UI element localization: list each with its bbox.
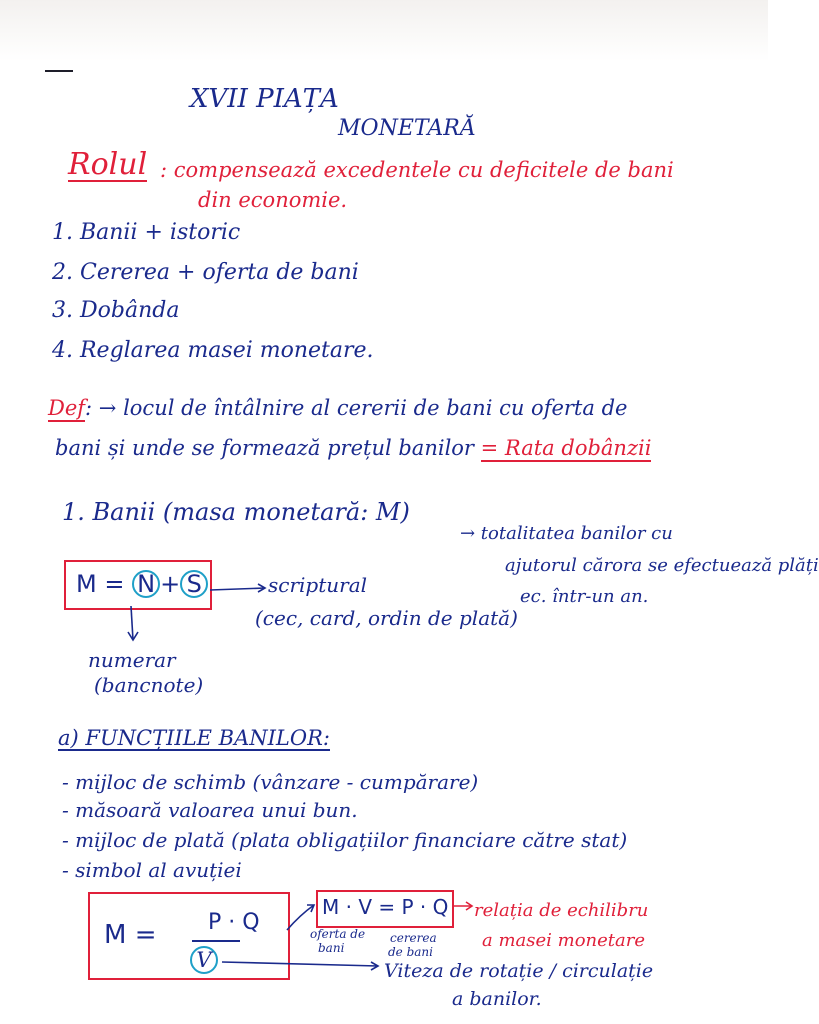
function-item: - mijloc de plată (plata obligațiilor financiare către stat) xyxy=(62,828,628,852)
rol-label: Rolul xyxy=(68,147,148,182)
chapter-title: XVII PIAȚA xyxy=(190,84,339,114)
margin-mark xyxy=(45,70,73,72)
totalitate-line1: → totalitatea banilor cu xyxy=(460,523,673,544)
definition-line1 xyxy=(48,398,627,419)
scriptural-examples: (cec, card, ordin de plată) xyxy=(255,606,518,630)
totalitate-line3: ec. într-un an. xyxy=(520,586,649,607)
function-item: - măsoară valoarea unui bun. xyxy=(62,798,358,822)
cererea-label: cererea xyxy=(390,931,437,945)
formula-plus: + xyxy=(160,570,181,598)
list-item: 2. Cererea + oferta de bani xyxy=(52,260,359,285)
list-item: 1. Banii + istoric xyxy=(52,220,241,245)
definition-line2 xyxy=(55,438,651,459)
velocity-formula-numerator: P · Q xyxy=(208,910,260,935)
numerar-label: numerar xyxy=(88,648,176,672)
section2-heading: a) FUNCȚIILE BANILOR: xyxy=(58,726,330,750)
definition-text-line2: bani și unde se formează prețul banilor xyxy=(55,436,474,460)
velocity-symbol: V xyxy=(190,946,218,974)
arrow-line xyxy=(131,606,133,640)
list-item: 4. Reglarea masei monetare. xyxy=(52,338,374,363)
totalitate-line2: ajutorul cărora se efectuează plăți xyxy=(505,555,819,576)
definition-label: Def xyxy=(48,396,86,420)
numerar-symbol: N xyxy=(132,570,160,598)
oferta-label-2: bani xyxy=(318,941,345,955)
section1-heading: 1. Banii (masa monetară: M) xyxy=(62,498,410,526)
arrow-line xyxy=(210,588,265,590)
exchange-formula: M · V = P · Q xyxy=(322,895,449,919)
velocity-formula-denominator xyxy=(190,946,218,974)
function-item: - simbol al avuției xyxy=(62,858,242,882)
velocity-formula-left: M = xyxy=(104,920,157,950)
numerar-examples: (bancnote) xyxy=(94,673,204,697)
arrow-head xyxy=(258,584,265,592)
definition-text-line1: : → locul de întâlnire al cererii de bani cu oferta de xyxy=(85,396,628,420)
cererea-label-2: de bani xyxy=(388,945,433,959)
rol-text-line2: din economie. xyxy=(198,188,348,212)
arrow-head xyxy=(371,962,378,970)
formula-left: M = xyxy=(76,570,125,598)
scriptural-label: scriptural xyxy=(268,573,368,597)
money-formula xyxy=(76,570,208,598)
function-item: - mijloc de schimb (vânzare - cumpărare) xyxy=(62,770,479,794)
fraction-line xyxy=(192,940,240,942)
chapter-title-line2: MONETARĂ xyxy=(338,116,476,141)
list-item: 3. Dobânda xyxy=(52,298,180,323)
rol-text-line1: : compensează excedentele cu deficitele de bani xyxy=(160,158,674,182)
arrow-head xyxy=(466,902,472,910)
oferta-label: oferta de xyxy=(310,927,366,941)
relatia-label-2: a masei monetare xyxy=(482,930,645,951)
relatia-label: relația de echilibru xyxy=(474,900,649,921)
arrow-head xyxy=(128,632,138,640)
definition-highlight: = Rata dobânzii xyxy=(480,436,652,460)
scriptural-symbol: S xyxy=(180,570,208,598)
viteza-label: Viteza de rotație / circulație xyxy=(384,960,654,982)
arrow-head xyxy=(307,905,314,912)
viteza-label-2: a banilor. xyxy=(452,988,542,1010)
